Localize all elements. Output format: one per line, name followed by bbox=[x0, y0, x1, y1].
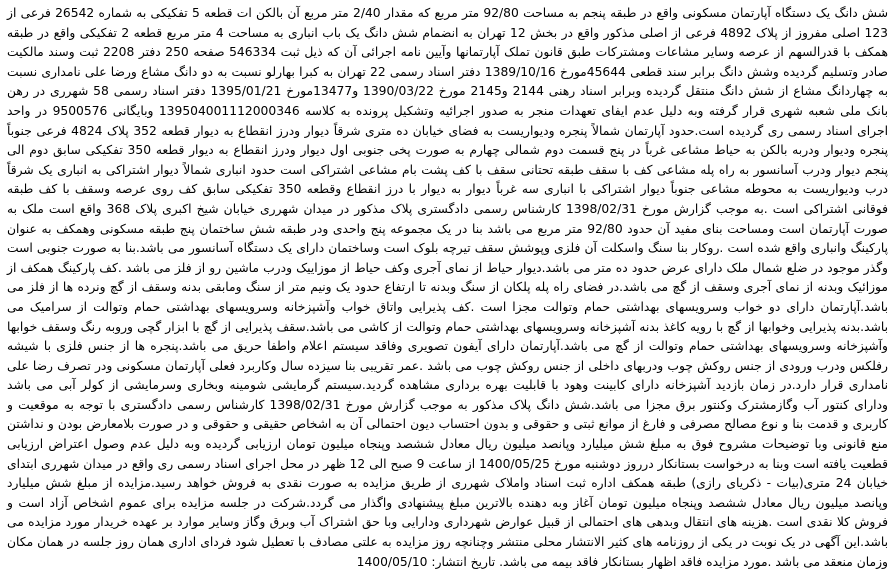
publication-date: تاریخ انتشار: 1400/05/10 bbox=[356, 554, 496, 569]
notice-body-text: شش دانگ یک دستگاه آپارتمان مسکونی واقع در طبقه پنجم به مساحت 92/80 متر مربع که مقدار 2/40 متر مربع آن بالکن ات قطعه 5 تفکیکی به شماره 26542 فرعی از 123 اصلی مفروز از پلاک 4892 فرعی از اصلی مذکور واقع در بخش 12 تهران به انضمام شش دانگ یک باب انباری به مساحت 4 متر مربع قطعه 2 تفکیکی واقع در طبقه همکف با قدرالسهم از عرصه وسایر مشاعات ومشترکات طبق قانون تملک آپارتمانها وآیین نامه اجرائی آن که ذیل ثبت 546334 صفحه 250 دفتر 2208 ثبت وسند مالکیت صادر وتسلیم گردیده وشش دانگ برابر سند قطعی 45644مورخ 1389/10/16 دفتر اسناد رسمی 22 تهران به کبرا بهارلو نسبت به دو دانگ مشاع ورضا علی نامداری نسبت به چهاردانگ مشاع از شش دانگ منتقل گردیده وبرابر اسناد رهنی 2144 و2145 مورخ 1390/03/22 و13477مورخ 1395/01/21 دفتر اسناد رسمی 58 شهرری در رهن بانک ملی شعبه شهری قرار گرفته وبه دلیل عدم ایفای تعهدات منجر به صدور اجرائیه وتشکیل پرونده به کلاسه 139504001112000346 وبایگانی 9500576 در واحد اجرای اسناد رسمی ری گردیده است.حدود آپارتمان شمالاً پنجره ودیواریست به فضای خیابان ده متری شرقاً دیوار ودرز انقطاع به دیوار قطعه 352 پلاک 4824 فرعی جنوباً پنجره ودیوار ودربه بالکن به حیاط مشاعی غرباً در پنج قسمت دوم شمالی چهارم به صورت پخی جنوبی اول دیوار ودرز انقطاع به دیوار قطعه 350 تفکیکی سابق دوم الی پنجم دیوار ودرب آسانسور به راه پله مشاعی کف با سقف طبقه تحتانی سقف با کف پشت بام مشاعی اشتراکی است حدود انباری شمالاً دیوار اشتراکی به انباری یک شرقاً درب ودیواریست به محوطه مشاعی جنوباً دیوار اشتراکی با انباری سه غرباً دیوار به دیوار با درز انقطاع وقطعه 350 تفکیکی سابق کف روی عرصه وسقف با کف طبقه فوقانی اشتراکی است .به موجب گزارش مورخ 1398/02/31 کارشناس رسمی دادگستری پلاک مذکور در میدان شهرری خیابان شیخ اکبری پلاک 368 واقع است ملک به صورت آپارتمان است ومساحت بنای مفید آن حدود 92/80 متر مربع می باشد بنا در یک مجموعه پنج واحدی ودر طبقه شش ساختمان پنج طبقه مسکونی وهمکف به عنوان پارکینگ وانباری واقع شده است .روکار بنا سنگ واسکلت آن فلزی وپوشش سقف تیرچه بلوک است وساختمان دارای یک دستگاه آسانسور می باشد.بنا به صورت جنوبی است وگذر موجود در ضلع شمال ملک دارای عرض حدود ده متر می باشد.دیوار حیاط از نمای آجری وکف حیاط از موزاییک ودرب ماشین رو از فلز می باشد .کف پارکینگ همکف از موزائیک وبدنه از نمای آجری وسقف از گچ می باشد.در فضای راه پله پلکان از سنگ وبدنه تا ارتفاع حدود یک ونیم متر از سنگ ومابقی بدنه وسقف از گچ ونرده ها از فلز می باشد.آپارتمان دارای دو خواب وسرویسهای بهداشتی حمام وتوالت مجزا است .کف پذیرایی واتاق خواب وآشپزخانه وسرویسهای بهداشتی حمام وتوالت از سرامیک می باشد.بدنه پذیرایی وخوابها از گچ با رویه کاغذ بدنه آشپزخانه وسرویسهای بهداشتی حمام وتوالت از کاشی می باشد.سقف پذیرایی از گچ با ابزار گچی وروبه رنگ وسقف خوابها وآشپزخانه وسرویسهای بهداشتی حمام وتوالت از گچ می باشد.آپارتمان دارای آیفون تصویری وفاقد سیستم اعلام واطفا حریق می باشد.پنجره ها از جنس فلزی با شیشه رفلکس ودرب ورودی از جنس روکش چوب ودربهای داخلی از جنس روکش چوب می باشد .عمر تقریبی بنا سیزده سال وکاربرد فعلی آپارتمان مسکونی ودر تصرف رضا علی نامداری قرار دارد.در زمان بازدید آشپزخانه دارای کابینت وهود با قابلیت بهره برداری مشاهده گردید.سیستم گرمایشی شومینه وبخاری وسرمایشی از کولر آبی می باشد ودارای کنتور آب وگازمشترک وکنتور برق مجزا می باشد.شش دانگ پلاک مذکور به موجب گزارش مورخ 1398/02/31 کارشناس رسمی دادگستری با توجه به موقعیت و کاربری و قدمت بنا و نوع مصالح مصرفی و فارغ از موانع ثبتی و حقوقی و بدون احتساب دیون احتمالی آن به اشخاص حقیقی و حقوقی و در صورت بلامعارض بودن و نداشتن منع قانونی وبا توضیحات مشروح فوق به مبلغ شش میلیارد وپانصد میلیون ریال معادل ششصد وپنجاه میلیون تومان ارزیابی گردیده وبه دلیل عدم وصول اعتراض ارزیابی قطعیت یافته است وبنا به درخواست بستانکار درروز دوشنبه مورخ 1400/05/25 از ساعت 9 صبح الی 12 ظهر در محل اجرای اسناد رسمی ری واقع در میدان شهرری ابتدای خیابان 24 متری(بیات - ذکریای رازی) طبقه همکف اداره ثبت اسناد واملاک شهرری از طریق مزایده به صورت نقدی به فروش خواهد رسید.مزایده از مبلغ شش میلیارد وپانصد میلیون ریال معادل ششصد وپنجاه میلیون تومان آغاز وبه دهنده بالاترین مبلغ پیشنهادی واگذار می گردد.شرکت در جلسه مزایده برای عموم اشخاص آزاد است و فروش کلا نقدی است .هزینه های انتقال وبدهی های احتمالی از قبیل عوارض شهرداری ودارایی وبا حق اشتراک آب وبرق وگاز وسایر موارد بر عهده خریدار مورد مزایده می باشد.این آگهی در یک نوبت در یکی از روزنامه های کثیر الانتشار محلی منتشر وچنانچه روز مزایده به علتی مصادف با تعطیل شود فردای اداری همان روز جلسه در همان مکان وزمان منعقد می باشد .مورد مزایده فاقد اظهار بستانکار فاقد بیمه می باشد. bbox=[7, 6, 889, 569]
